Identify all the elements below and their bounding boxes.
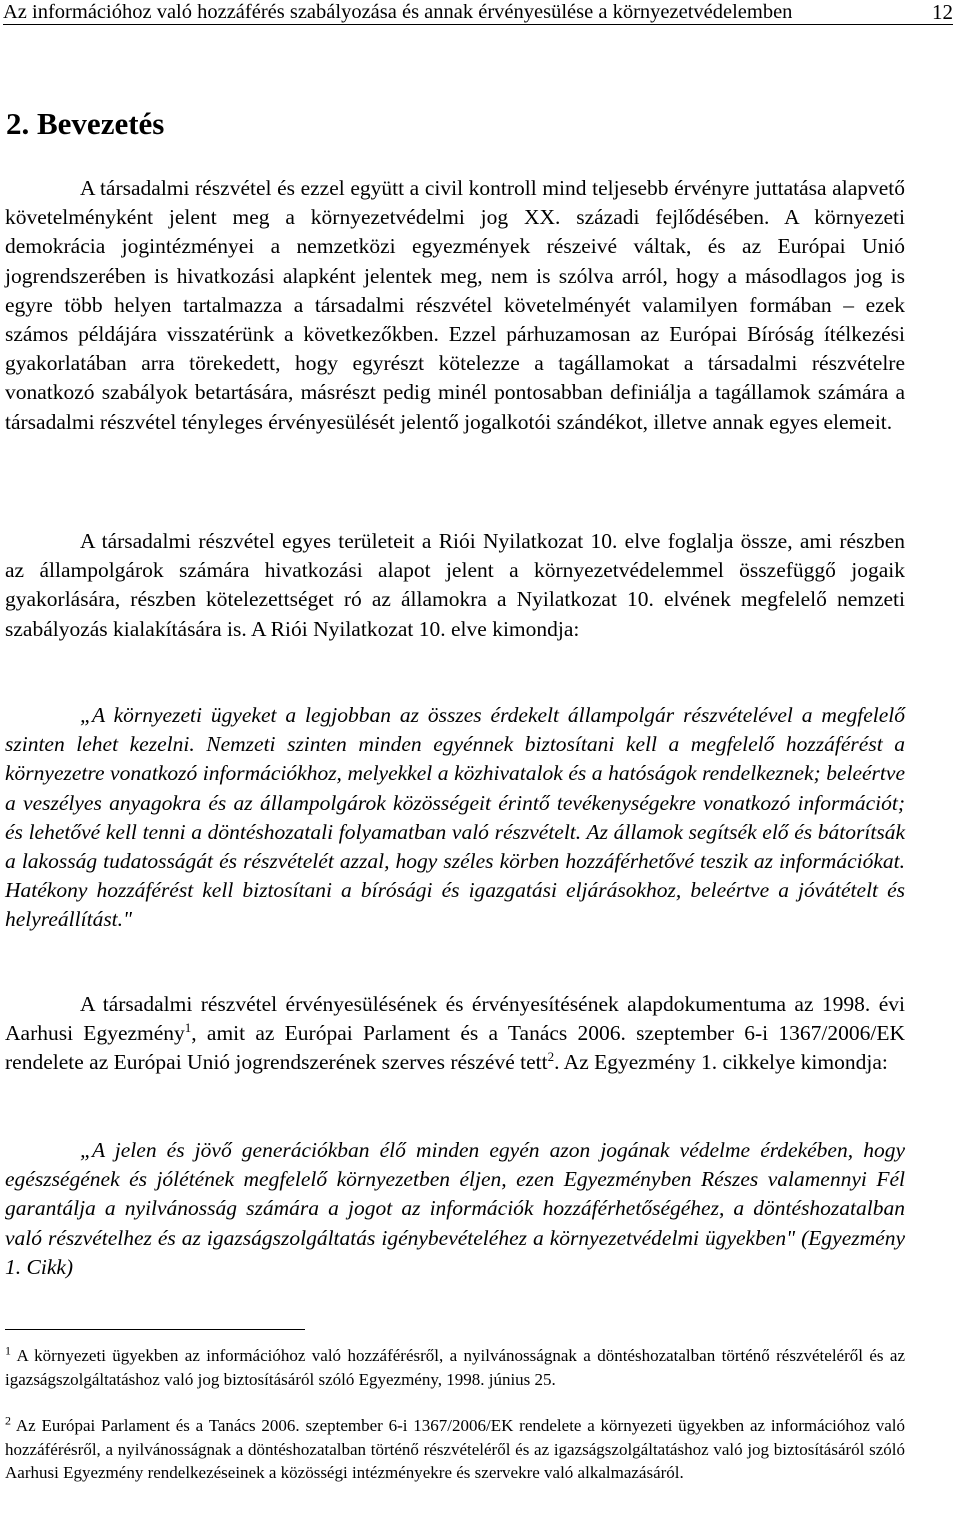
footnote-ref-2[interactable]: 2 <box>547 1049 555 1065</box>
footnote-divider <box>5 1329 305 1330</box>
paragraph-aarhus-text-2: , amit az Európai Parlament és a Tanács 2006. szeptember 6-i 1367/2006/EK rendelete az Európai Unió jogrendszerének szerves részévé tett <box>5 1021 905 1075</box>
footnote-ref-1[interactable]: 1 <box>184 1020 192 1036</box>
quote-rio-principle: „A környezeti ügyeket a legjobban az összes érdekelt állampolgár részvételével a megfelelő szinten lehet kezelni. Nemzeti szinten minden egyénnek biztosítani kell a megfelelő hozzáférést a környezetre vonatkozó információkhoz, melyekkel a közhivatalok és a hatóságok rendelkeznek; beleértve a veszélyes anyagokra és az állampolgárok közösségeit érintő tevékenységekre vonatkozó információt; és lehetővé kell tenni a döntéshozatali folyamatban való részvételt. Az államok segítsék elő és bátorítsák a lakosság tudatosságát és részvételét azzal, hogy széles körben hozzáférhetővé teszik az információkat. Hatékony hozzáférést kell biztosítani a bírósági és igazgatási eljárásokhoz, beleértve a jóvátételt és helyreállítást." <box>5 703 905 932</box>
footnote-1-text: A környezeti ügyekben az információhoz való hozzáférésről, a nyilvánosságnak a döntéshozatalban történő részvételéről és az igazságszolgáltatáshoz való jog biztosításáról szóló Egyezmény, 1998. június 25. <box>5 1346 905 1389</box>
paragraph-aarhus-text-1: A társadalmi részvétel érvényesülésének és érvényesítésének alapdokumentuma az 1998. évi Aarhusi Egyezmény <box>5 992 905 1046</box>
footnote-1-number: 1 <box>5 1343 11 1358</box>
quote-aarhus-article-1: „A jelen és jövő generációkban élő minden egyén azon jogának védelme érdekében, hogy egészségének és jólétének megfelelő környezetben éljen, ezen Egyezményben Részes valamennyi Fél garantálja a nyilvánosság számára a jogot az információk hozzáférhetőségéhez, a döntéshozatalban való részvételhez és az igazságszolgáltatás igénybevételéhez a környezetvédelmi ügyekben" (Egyezmény 1. Cikk) <box>5 1138 905 1279</box>
running-header <box>3 2 953 25</box>
footnote-2-text: Az Európai Parlament és a Tanács 2006. szeptember 6-i 1367/2006/EK rendelete a környezeti ügyekben az információhoz való hozzáférésről, a nyilvánosságnak a döntéshozatalban történő részvételéről és az igazságszolgáltatáshoz való jog biztosításáról szóló Aarhusi Egyezmény rendelkezéseinek a közösségi intézményekre és szervekre való alkalmazásáról. <box>5 1416 905 1482</box>
paragraph-aarhus <box>5 990 905 1078</box>
footnote-2 <box>5 1414 905 1485</box>
paragraph-rio: A társadalmi részvétel egyes területeit a Riói Nyilatkozat 10. elve foglalja össze, ami részben az állampolgárok számára hivatkozási alapot jelent a környezetvédelemmel összefüggő jogaik gyakorlására, részben kötelezettséget ró az államokra a Nyilatkozat 10. elvének megfelelő nemzeti szabályozás kialakítására is. A Riói Nyilatkozat 10. elve kimondja: <box>5 529 905 641</box>
page-number: 12 <box>932 0 953 24</box>
section-title: 2. Bevezetés <box>6 106 165 141</box>
paragraph-aarhus-text-3: . Az Egyezmény 1. cikkelye kimondja: <box>554 1050 888 1075</box>
footnote-2-number: 2 <box>5 1413 11 1428</box>
paragraph-intro: A társadalmi részvétel és ezzel együtt a civil kontroll mind teljesebb érvényre juttatása alapvető követelményként jelent meg a környezetvédelmi jog XX. századi fejlődésében. A környezeti demokrácia jogintézményei a nemzetközi egyezmények részeivé váltak, és az Európai Unió jogrendszerében is hivatkozási alapként jelentek meg, nem is szólva arról, hogy a másodlagos jog is egyre több helyen tartalmazza a társadalmi részvétel követelményét valamilyen formában – ezek számos példájára visszatérünk a következőkben. Ezzel párhuzamosan az Európai Bíróság ítélkezési gyakorlatában arra törekedett, hogy egyrészt kötelezze a tagállamokat a társadalmi részvételre vonatkozó szabályok betartására, másrészt pedig minél pontosabban definiálja a tagállamok számára a társadalmi részvétel tényleges érvényesülését jelentő jogalkotói szándékot, illetve annak egyes elemeit. <box>5 176 905 434</box>
footnote-1 <box>5 1344 905 1391</box>
header-title: Az információhoz való hozzáférés szabályozása és annak érvényesülése a környezetvédelemben <box>3 1 793 23</box>
